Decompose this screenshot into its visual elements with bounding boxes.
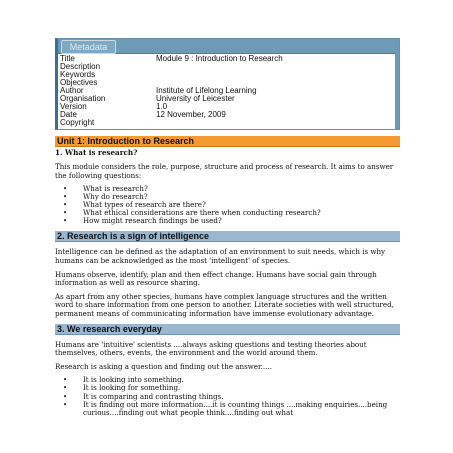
paragraph: This module considers the role, purpose, structure and process of research. It aims to answer the following questions: (55, 162, 394, 180)
list-item (55, 217, 400, 225)
metadata-header (58, 39, 399, 54)
list-item (55, 401, 400, 417)
metadata-key: Title (60, 54, 75, 63)
list-item-text: What ethical considerations are there when conducting research? (83, 208, 321, 218)
bullet-icon: • (63, 392, 68, 401)
paragraph: Humans observe, identify, plan and then effect change. Humans have social gain through information as well as resource sharing. (55, 269, 377, 287)
metadata-row-copyright (58, 119, 399, 127)
document-page (55, 38, 400, 417)
bullet-icon: • (63, 192, 68, 201)
metadata-key: Keywords (60, 70, 96, 80)
metadata-row-description (58, 63, 399, 71)
metadata-row-title (58, 55, 399, 63)
paragraph: As apart from any other species, humans have complex language structures and the written word to share information from one person to another. Literate societies with well structured, permanent means of communicating information have immense evolutionary advantage. (55, 292, 394, 318)
metadata-key: Author (60, 86, 84, 96)
list-item-text: It is comparing and contrasting things. (83, 391, 224, 401)
metadata-key: Objectives (60, 78, 98, 88)
list-item-text: What is research? (83, 183, 148, 193)
metadata-value: Module 9 : Introduction to Research (156, 54, 283, 63)
metadata-key: Version (60, 102, 87, 112)
paragraph: Research is asking a question and finding out the answer..... (55, 362, 272, 372)
section-subheading: 1. What is research? (55, 148, 138, 158)
metadata-tab: Metadata (61, 40, 116, 54)
question-list (55, 185, 400, 225)
section-heading-3: 3. We research everyday (55, 324, 400, 335)
bullet-icon: • (63, 400, 68, 409)
metadata-row-organisation (58, 95, 399, 103)
section-heading-2: 2. Research is a sign of intelligence (55, 231, 400, 242)
metadata-table (58, 54, 399, 129)
list-item-text: It is looking into something. (83, 375, 184, 385)
list-item-text: It is looking for something. (83, 383, 181, 393)
unit-heading: Unit 1: Introduction to Research (55, 136, 400, 147)
metadata-key: Copyright (60, 118, 95, 128)
metadata-value: 1.0 (156, 102, 168, 112)
metadata-key: Date (60, 110, 77, 120)
metadata-row-version (58, 103, 399, 111)
metadata-key: Organisation (60, 94, 106, 104)
bullet-icon: • (63, 209, 68, 218)
bullet-icon: • (63, 384, 68, 393)
bullet-icon: • (63, 376, 68, 385)
metadata-value: Institute of Lifelong Learning (156, 86, 257, 96)
list-item-text: It is finding out more information....it is counting things ....making enquiries....being curious....finding out what people think....finding out what (83, 399, 388, 417)
list-item-text: Why do research? (83, 191, 148, 201)
bullet-icon: • (63, 217, 68, 226)
bullet-icon: • (63, 201, 68, 210)
research-list (55, 376, 400, 416)
paragraph: Humans are 'intuitive' scientists ....always asking questions and testing theories about themselves, others, events, the environment and the world around them. (55, 339, 367, 357)
metadata-box (55, 38, 400, 130)
metadata-row-keywords (58, 71, 399, 79)
list-item-text: How might research findings be used? (83, 216, 222, 226)
metadata-value: 12 November, 2009 (156, 110, 226, 120)
bullet-icon: • (63, 184, 68, 193)
paragraph: Intelligence can be defined as the adaptation of an environment to suit needs, which is why humans can be acknowledged as the most 'intelligent' of species. (55, 247, 386, 265)
list-item-text: What types of research are there? (83, 200, 206, 210)
metadata-value: University of Leicester (156, 94, 235, 104)
metadata-row-date (58, 111, 399, 119)
metadata-key: Description (60, 62, 101, 72)
